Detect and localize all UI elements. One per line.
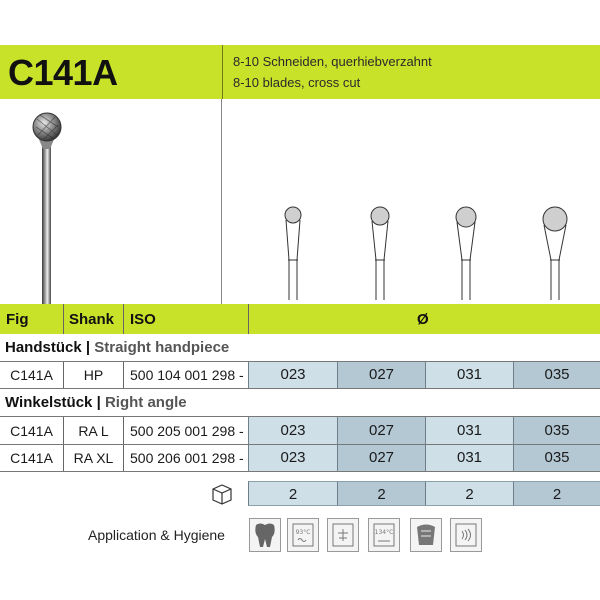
section-separator: | [85,339,91,356]
svg-text:134°C: 134°C [374,529,394,536]
table-row [0,362,600,388]
column-divider [123,417,124,444]
section-separator: | [96,394,101,411]
product-title: C141A [8,52,118,93]
product-photo-frame [0,99,222,304]
cell-shank: RA L [78,423,109,439]
size-cell: 031 [425,417,513,444]
column-iso: ISO [130,311,156,328]
cell-iso: 500 104 001 298 - [130,367,244,383]
column-divider [123,445,124,471]
table-row [0,445,600,471]
bur-drawing-027-icon [371,207,389,300]
size-cell: 035 [513,362,600,388]
section-label-en: Right angle [104,394,187,411]
package-quantity-row [248,481,600,506]
column-divider [63,304,64,334]
size-cell: 031 [425,362,513,388]
quantity-cell: 2 [425,481,513,506]
quantity-cell: 2 [248,481,337,506]
row-divider [0,471,600,472]
size-cell: 027 [337,362,425,388]
bur-size-drawings [250,200,600,304]
application-hygiene-label: Application & Hygiene [88,527,225,543]
column-divider [123,304,124,334]
size-cell: 027 [337,445,425,471]
cell-shank: RA XL [73,450,114,466]
autoclave-134c-icon [368,518,400,552]
bur-drawing-035-icon [543,207,567,300]
size-cell: 027 [337,417,425,444]
section-title-right-angle [5,394,187,411]
column-diameter: Ø [417,311,429,328]
cell-fig: C141A [10,367,53,383]
size-cell: 035 [513,445,600,471]
ultrasonic-bath-icon [450,518,482,552]
column-divider [248,304,249,334]
cell-shank: HP [83,367,104,383]
package-box-icon [210,481,234,505]
cell-fig: C141A [10,450,53,466]
section-title-straight-handpiece [5,339,229,356]
quantity-cell: 2 [513,481,600,506]
size-cell: 031 [425,445,513,471]
column-shank: Shank [69,311,115,328]
column-fig: Fig [6,311,29,328]
size-cell: 023 [248,417,337,444]
column-divider [123,362,124,388]
size-cell: 023 [248,445,337,471]
row-divider [0,388,600,389]
svg-text:93°C: 93°C [295,529,311,536]
bur-photo-icon [0,99,222,304]
header-divider [222,45,223,99]
cell-iso: 500 205 001 298 - [130,423,244,439]
bur-drawing-031-icon [456,207,476,300]
description-english: 8-10 blades, cross cut [233,75,361,90]
bur-drawing-023-icon [285,207,301,300]
table-row [0,417,600,444]
size-cell: 035 [513,417,600,444]
section-label-de: Handstück [5,339,82,356]
cleaning-bath-icon [410,518,442,552]
quantity-cell: 2 [337,481,425,506]
cell-iso: 500 206 001 298 - [130,450,244,466]
section-label-en: Straight handpiece [94,339,230,356]
tooth-application-icon [249,518,281,552]
cell-fig: C141A [10,423,53,439]
section-label-de: Winkelstück [5,394,93,411]
size-cell: 023 [248,362,337,388]
thermodisinfector-icon [287,518,319,552]
sterilization-icon [327,518,359,552]
description-german: 8-10 Schneiden, querhiebverzahnt [233,54,432,69]
